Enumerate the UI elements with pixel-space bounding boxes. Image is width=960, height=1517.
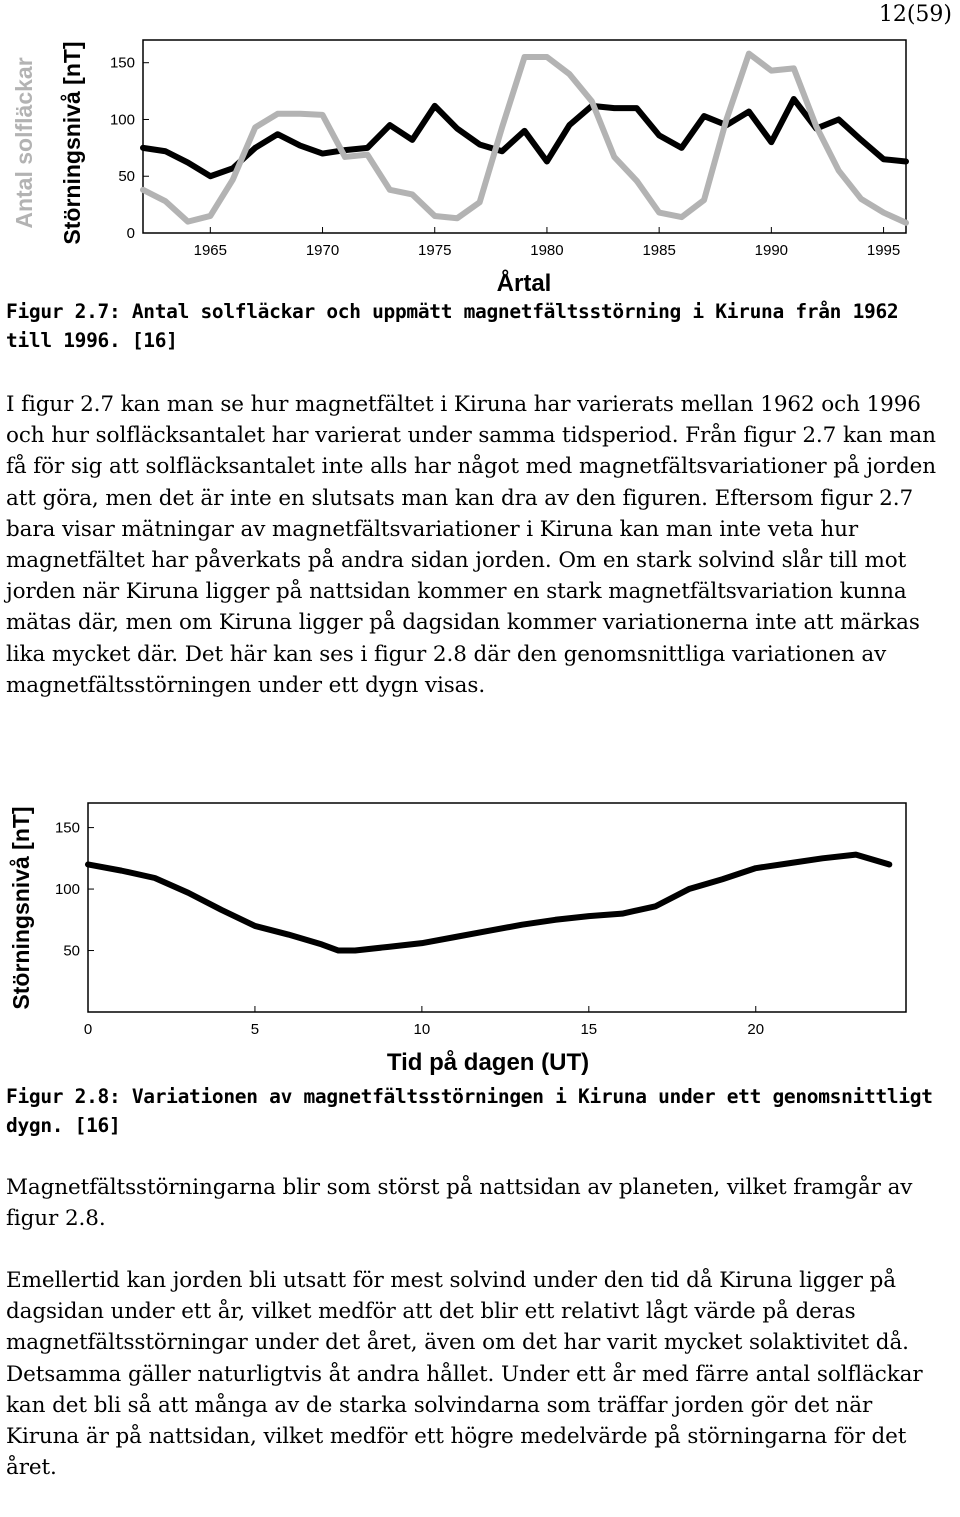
x-tick-label: 1965 [193, 242, 228, 259]
body-paragraph-1: I figur 2.7 kan man se hur magnetfältet i Kiruna har varierats mellan 1962 och 1996 och hur solfläcksantalet har varierat under samma tidsperiod. Från figur 2.7 kan man få för sig att solfläcksantalet inte alls har något med magnetfältsvariationer på jorden att göra, men det är inte en slutsats man kan dra av den figuren. Eftersom figur 2.7 bara visar mätningar av magnetfältsvariationer i Kiruna kan man inte veta hur magnetfältet har påverkats på andra sidan jorden. Om en stark solvind slår till mot jorden när Kiruna ligger på nattsidan kommer en stark magnetfältsvariation kunna mätas där, men om Kiruna ligger på dagsidan kommer variationerna inte att märkas lika mycket där. Det här kan ses i figur 2.8 där den genomsnittliga variationen av magnetfältsstörningen under ett dygn visas. [6, 392, 936, 698]
figure-2-7-chart [0, 25, 918, 297]
x-tick-label: 20 [747, 1021, 765, 1038]
y-axis-label: Störningsnivå [nT] [59, 41, 85, 245]
x-axis-label: Tid på dagen (UT) [386, 1049, 590, 1076]
caption-text: Variationen av magnetfältsstörningen i Kiruna under ett genomsnittligt dygn. [16] [6, 1085, 933, 1137]
x-tick-label: 15 [580, 1021, 598, 1038]
x-tick-label: 1970 [305, 242, 340, 259]
x-tick-label: 1985 [642, 242, 676, 259]
x-tick-label: 1980 [530, 242, 564, 259]
caption-text: Antal solfläckar och uppmätt magnetfältsstörning i Kiruna från 1962 till 1996. [16] [6, 300, 899, 352]
y-tick-label: 50 [118, 168, 135, 186]
x-tick-label: 10 [413, 1021, 431, 1038]
y-axis-label-sunspots: Antal solfläckar [11, 57, 37, 229]
figure-2-8-chart [0, 790, 918, 1080]
x-tick-label: 1975 [418, 242, 452, 259]
page-number: 12(59) [878, 2, 952, 27]
body-paragraph-3: Emellertid kan jorden bli utsatt för mest solvind under den tid då Kiruna ligger på dagsidan under ett år, vilket medför att det blir ett relativt lågt värde på deras magnetfältsstörningar under det året, även om det har varit mycket solaktivitet då. Detsamma gäller naturligtvis åt andra hållet. Under ett år med färre antal solfläckar kan det bli så att många av de starka solvindarna som träffar jorden gör det när Kiruna är på nattsidan, vilket medför ett högre medelvärde på störningarna för det året. [6, 1268, 923, 1481]
x-tick-label: 0 [83, 1021, 93, 1038]
x-tick-label: 5 [250, 1021, 260, 1038]
y-tick-label: 50 [63, 942, 80, 960]
y-tick-label: 100 [109, 111, 135, 129]
y-tick-label: 0 [126, 225, 135, 242]
y-tick-label: 150 [54, 819, 80, 837]
figure-2-8-caption [6, 1082, 936, 1140]
y-tick-label: 150 [109, 54, 135, 72]
y-tick-label: 100 [54, 881, 80, 899]
x-tick-label: 1990 [754, 242, 789, 259]
caption-label: Figur 2.7: [6, 300, 121, 323]
x-axis-label: Årtal [496, 270, 552, 297]
y-axis-label: Störningsnivå [nT] [8, 806, 34, 1010]
x-tick-label: 1995 [866, 242, 901, 259]
body-paragraph-2: Magnetfältsstörningarna blir som störst på nattsidan av planeten, vilket framgår av figur 2.8. [6, 1175, 913, 1232]
figure-2-7-caption [6, 297, 936, 355]
caption-label: Figur 2.8: [6, 1085, 121, 1108]
